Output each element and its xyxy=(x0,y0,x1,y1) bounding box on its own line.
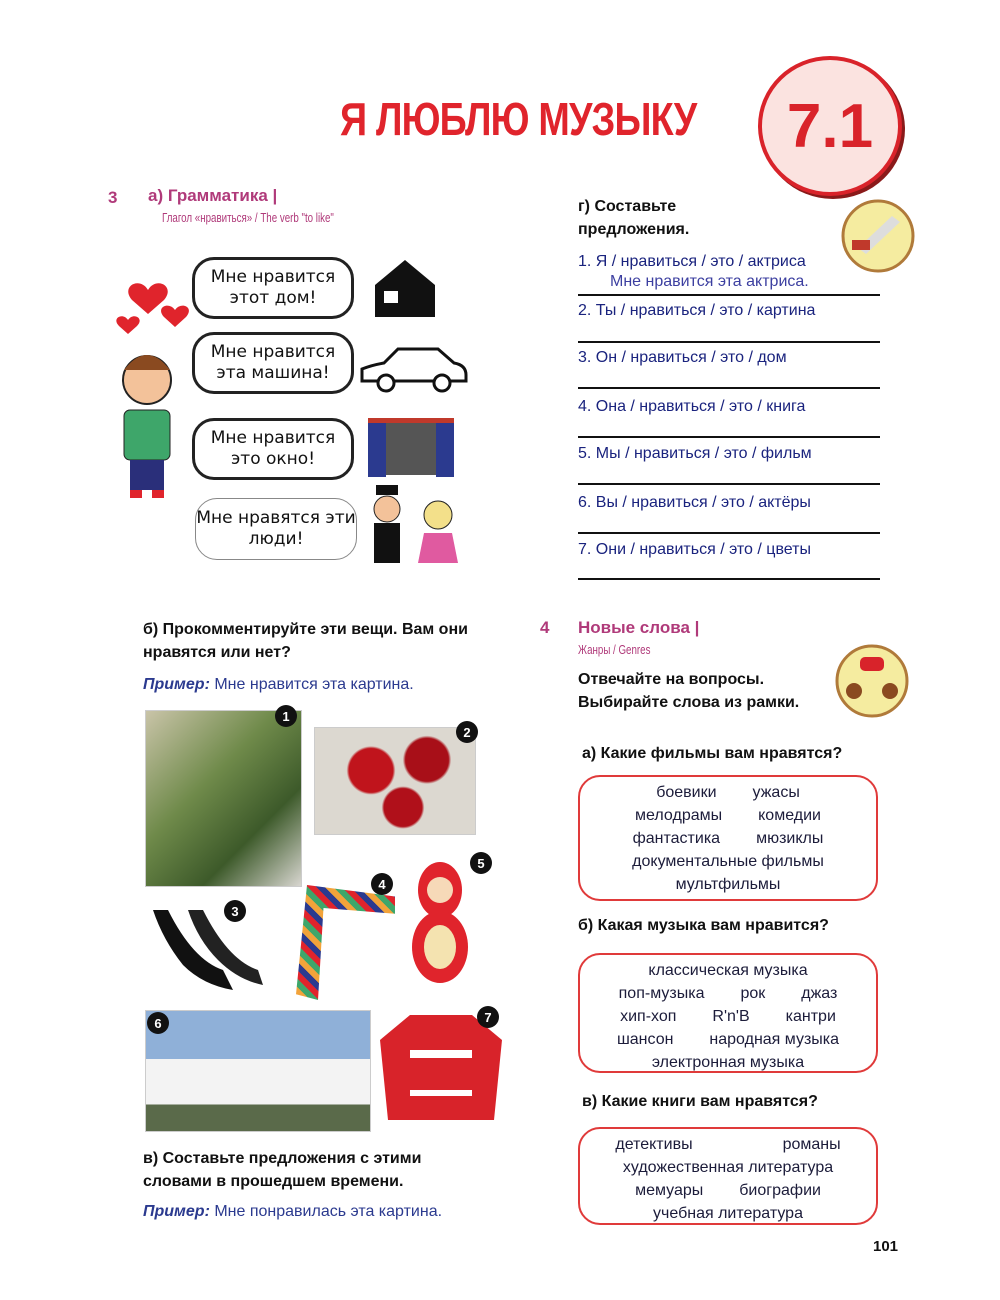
speech-bubble: Мне нравится эта машина! xyxy=(192,332,354,394)
photo-number: 5 xyxy=(470,852,492,874)
example-text: Мне нравится эта картина. xyxy=(214,676,414,693)
word: документальные фильмы xyxy=(632,853,824,870)
example-label: Пример: xyxy=(143,1203,210,1220)
photo-number: 6 xyxy=(147,1012,169,1034)
photo-number: 2 xyxy=(456,721,478,743)
lesson-badge: 7.1 xyxy=(758,56,902,196)
speech-bubble: Мне нравится этот дом! xyxy=(192,257,354,319)
exercise-v-heading: в) Составьте предложения с этими словами в прошедшем времени. xyxy=(143,1150,422,1190)
page-number: 101 xyxy=(873,1238,899,1255)
word: мультфильмы xyxy=(675,876,781,893)
car-icon xyxy=(358,345,468,395)
word: фантастика xyxy=(632,830,721,847)
boy-with-hearts-illustration xyxy=(110,270,200,510)
word: мемуары xyxy=(635,1182,704,1199)
exercise-item: 3. Он / нравиться / это / дом xyxy=(578,349,787,366)
window-icon xyxy=(368,418,454,480)
writing-icon xyxy=(840,198,916,274)
exercise-item: 1. Я / нравиться / это / актриса xyxy=(578,253,806,270)
photo-number: 3 xyxy=(224,900,246,922)
section-subheading: Глагол «нравиться» / The verb "to like" xyxy=(162,210,334,225)
section-heading: а) Грамматика | xyxy=(148,186,278,205)
photo-number: 4 xyxy=(371,873,393,895)
books-word-box xyxy=(578,1127,878,1225)
answer-line[interactable] xyxy=(578,578,880,580)
speech-bubble: Мне нравится это окно! xyxy=(192,418,354,480)
exercise-item: 4. Она / нравиться / это / книга xyxy=(578,398,806,415)
question-b: б) Какая музыка вам нравится? xyxy=(578,917,829,934)
question-v: в) Какие книги вам нравятся? xyxy=(582,1093,818,1110)
word: кантри xyxy=(785,1008,836,1025)
example-label: Пример: xyxy=(143,676,210,693)
example-text: Мне понравилась эта картина. xyxy=(214,1203,443,1220)
word: ужасы xyxy=(752,784,800,801)
word: народная музыка xyxy=(709,1031,840,1048)
page-title: Я ЛЮБЛЮ МУЗЫКУ xyxy=(340,93,697,145)
word: джаз xyxy=(801,985,838,1002)
word: мелодрамы xyxy=(635,807,723,824)
scarf-photo xyxy=(285,885,395,1000)
exercise-number: 4 xyxy=(540,618,550,637)
exercise-item: 6. Вы / нравиться / это / актёры xyxy=(578,494,811,511)
word: R'n'B xyxy=(712,1008,750,1025)
music-word-box xyxy=(578,953,878,1073)
exercise-number: 3 xyxy=(108,188,118,207)
photo-number: 1 xyxy=(275,705,297,727)
word: биографии xyxy=(739,1182,821,1199)
photo-number: 7 xyxy=(477,1006,499,1028)
section-subheading: Жанры / Genres xyxy=(578,642,651,657)
word: учебная литература xyxy=(653,1205,803,1222)
exercise-b-heading: б) Прокомментируйте эти вещи. Вам они нравятся или нет? xyxy=(143,621,468,661)
discussion-icon xyxy=(834,643,910,719)
word: классическая музыка xyxy=(648,962,808,979)
exercise-item: 2. Ты / нравиться / это / картина xyxy=(578,302,816,319)
word: хип-хоп xyxy=(620,1008,677,1025)
speech-bubble: Мне нравятся эти люди! xyxy=(195,498,357,560)
word: художественная литература xyxy=(622,1159,834,1176)
word: рок xyxy=(740,985,766,1002)
car-photo xyxy=(145,1010,371,1132)
exercise-item: 7. Они / нравиться / это / цветы xyxy=(578,541,811,558)
answer-line[interactable] xyxy=(578,436,880,438)
word: комедии xyxy=(758,807,821,824)
answer-line[interactable] xyxy=(578,387,880,389)
word: боевики xyxy=(656,784,717,801)
shoes-photo xyxy=(148,900,263,995)
word: романы xyxy=(782,1136,841,1153)
films-word-box xyxy=(578,775,878,901)
people-icon xyxy=(368,485,464,585)
answer-line[interactable] xyxy=(578,483,880,485)
painting-photo xyxy=(145,710,302,887)
word: электронная музыка xyxy=(651,1054,805,1071)
exercise-item: 5. Мы / нравиться / это / фильм xyxy=(578,445,812,462)
word: мюзиклы xyxy=(756,830,824,847)
answer-line[interactable] xyxy=(578,532,880,534)
word: поп-музыка xyxy=(618,985,705,1002)
section-heading: Новые слова | xyxy=(578,618,700,637)
exercise-g-heading: г) Составьте предложения. xyxy=(578,198,690,238)
matryoshka-photo xyxy=(410,855,470,985)
house-icon xyxy=(370,255,440,320)
answer-line[interactable] xyxy=(578,294,880,296)
question-a: а) Какие фильмы вам нравятся? xyxy=(582,745,843,762)
answer-line[interactable] xyxy=(578,341,880,343)
roses-photo xyxy=(314,727,476,835)
instruction: Отвечайте на вопросы. Выбирайте слова из рамки. xyxy=(578,671,800,711)
word: шансон xyxy=(616,1031,674,1048)
word: детективы xyxy=(615,1136,693,1153)
answer-text: Мне нравится эта актриса. xyxy=(610,273,809,290)
